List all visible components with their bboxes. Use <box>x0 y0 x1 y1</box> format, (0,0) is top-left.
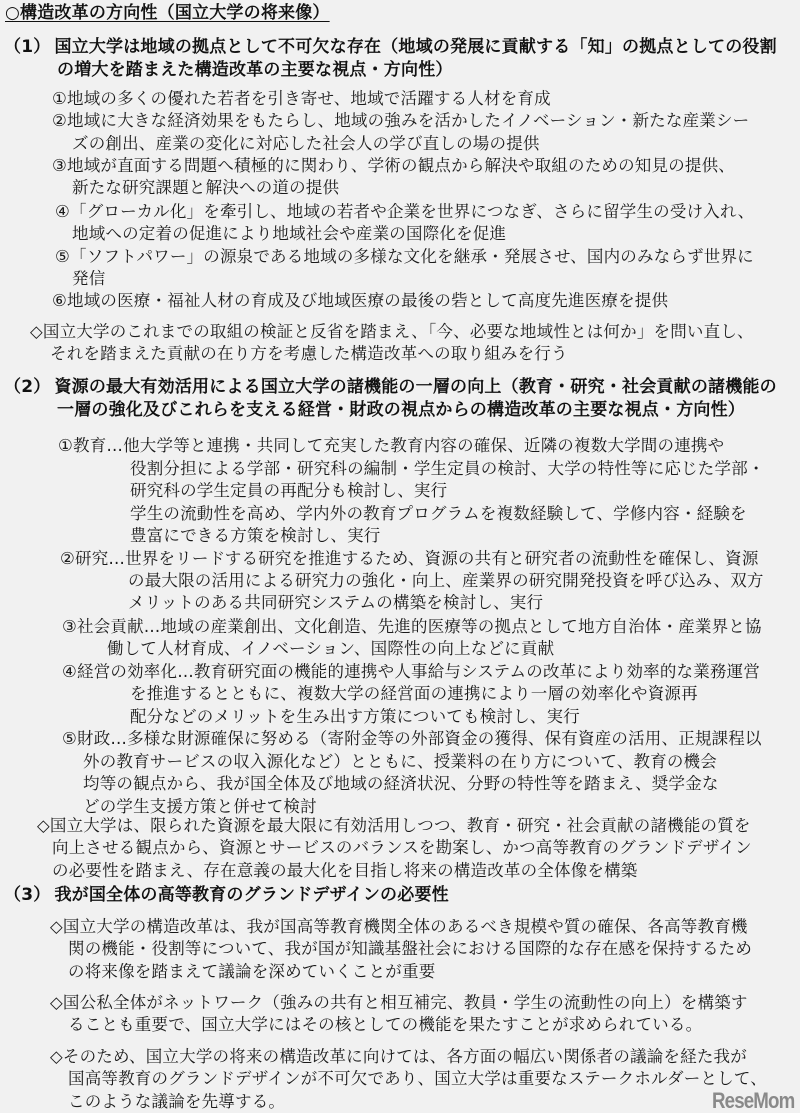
note-text: ◇国立大学のこれまでの取組の検証と反省を踏まえ、「今、必要な地域性とは何か」を問い直し、 <box>30 322 754 341</box>
list-item: ④「グローカル化」を牽引し、地域の若者や企業を世界につなぎ、さらに留学生の受け入れ、 <box>55 202 755 221</box>
list-item: を推進するとともに、複数大学の経営面の連携により一層の効率化や資源再 <box>130 684 698 703</box>
section-heading-row <box>4 885 449 906</box>
note-text: それを踏まえた貢献の在り方を考慮した構造改革への取り組みを行う <box>50 344 568 363</box>
note-text: 国高等教育のグランドデザインが不可欠であり、国立大学は重要なステークホルダーとして、 <box>68 1069 767 1088</box>
section-heading-row <box>4 377 777 398</box>
list-item: ズの創出、産業の変化に対応した社会人の学び直しの場の提供 <box>72 134 540 153</box>
section-heading: 我が国全体の高等教育のグランドデザインの必要性 <box>54 885 449 905</box>
list-item: ③地域が直面する問題へ積極的に関わり、学術の観点から解決や取組のための知見の提供、 <box>52 156 735 175</box>
note-text: 向上させる観点から、資源とサービスのバランスを勘案し、かつ高等教育のグランドデザイン <box>52 838 752 857</box>
note-text: の将来像を踏まえて議論を深めていくことが重要 <box>68 962 436 981</box>
note-text: ◇そのため、国立大学の将来の構造改革に向けては、各方面の幅広い関係者の議論を経た我が <box>50 1047 747 1066</box>
section-heading: 資源の最大有効活用による国立大学の諸機能の一層の向上（教育・研究・社会貢献の諸機能の <box>54 377 777 397</box>
list-item: ③社会貢献…地域の産業創出、文化創造、先進的医療等の拠点として地方自治体・産業界と協 <box>62 617 762 636</box>
list-item: ④経営の効率化…教育研究面の機能的連携や人事給与システムの改革により効率的な業務運営 <box>62 662 761 681</box>
note-text: このような議論を先導する。 <box>68 1092 286 1111</box>
list-item: 学生の流動性を高め、学内外の教育プログラムを複数経験して、学修内容・経験を <box>130 504 747 523</box>
list-item: ②研究…世界をリードする研究を推進するため、資源の共有と研究者の流動性を確保し、資源 <box>60 549 759 568</box>
section-heading: の増大を踏まえた構造改革の主要な視点・方向性） <box>57 60 453 80</box>
list-item: ①地域の多くの優れた若者を引き寄せ、地域で活躍する人材を育成 <box>52 89 551 108</box>
section-heading-row <box>4 37 777 58</box>
note-text: ◇国立大学の構造改革は、我が国高等教育機関全体のあるべき規模や質の確保、各高等教育機 <box>50 917 748 936</box>
note-text: ることも重要で、国立大学にはその核としての機能を果たすことが求められている。 <box>68 1015 703 1034</box>
section-number: （3） <box>4 885 51 905</box>
list-item: 外の教育サービスの収入源化など）とともに、授業料の在り方について、教育の機会 <box>83 752 717 771</box>
resemom-logo: ReseMom <box>712 1088 795 1113</box>
list-item: ⑥地域の医療・福祉人材の育成及び地域医療の最後の砦として高度先進医療を提供 <box>52 291 669 310</box>
list-item: ②地域に大きな経済効果をもたらし、地域の強みを活かしたイノベーション・新たな産業シー <box>52 111 750 130</box>
list-item: 配分などのメリットを生み出す方策についても検討し、実行 <box>130 707 580 726</box>
list-item: 豊富にできる方策を検討し、実行 <box>130 526 381 545</box>
list-item: メリットのある共同研究システムの構築を検討し、実行 <box>128 593 544 612</box>
page-title: ○構造改革の方向性（国立大学の将来像） <box>5 3 330 23</box>
note-text: 関の機能・役割等について、我が国が知識基盤社会における国際的な存在感を保持するため <box>68 939 753 958</box>
list-item: ①教育…他大学等と連携・共同して充実した教育内容の確保、近隣の複数大学間の連携や <box>58 436 725 455</box>
list-item: ⑤「ソフトパワー」の源泉である地域の多様な文化を継承・発展させ、国内のみならず世界に <box>55 247 754 266</box>
list-item: ⑤財政…多様な財源確保に努める（寄附金等の外部資金の獲得、保有資産の活用、正規課程以 <box>62 729 762 748</box>
list-item: 発信 <box>72 269 106 288</box>
list-item: 働して人材育成、イノベーション、国際性の向上などに貢献 <box>107 639 555 658</box>
note-text: ◇国公私全体がネットワーク（強みの共有と相互補完、教員・学生の流動性の向上）を構築す <box>50 993 748 1012</box>
section-number: （1） <box>4 37 51 57</box>
list-item: 均等の観点から、我が国全体及び地域の経済状況、分野の特性等を踏まえ、奨学金な <box>83 774 719 793</box>
list-item: 研究科の学生定員の再配分も検討し、実行 <box>130 481 448 500</box>
list-item: 地域への定着の促進により地域社会や産業の国際化を促進 <box>72 224 507 243</box>
note-text: の必要性を踏まえ、存在意義の最大化を目指し将来の構造改革の全体像を構築 <box>52 861 638 880</box>
list-item: 役割分担による学部・研究科の編制・学生定員の検討、大学の特性等に応じた学部・ <box>130 459 765 478</box>
list-item: どの学生支援方策と併せて検討 <box>83 797 317 816</box>
section-heading: 国立大学は地域の拠点として不可欠な存在（地域の発展に貢献する「知」の拠点としての役割 <box>54 37 777 57</box>
note-text: ◇国立大学は、限られた資源を最大限に有効活用しつつ、教育・研究・社会貢献の諸機能の質を <box>37 816 751 835</box>
section-heading: 一層の強化及びこれらを支える経営・財政の視点からの構造改革の主要な視点・方向性） <box>57 400 745 420</box>
list-item: の最大限の活用による研究力の強化・向上、産業界の研究開発投資を呼び込み、双方 <box>128 571 764 590</box>
section-number: （2） <box>4 377 51 397</box>
list-item: 新たな研究課題と解決への道の提供 <box>72 178 340 197</box>
